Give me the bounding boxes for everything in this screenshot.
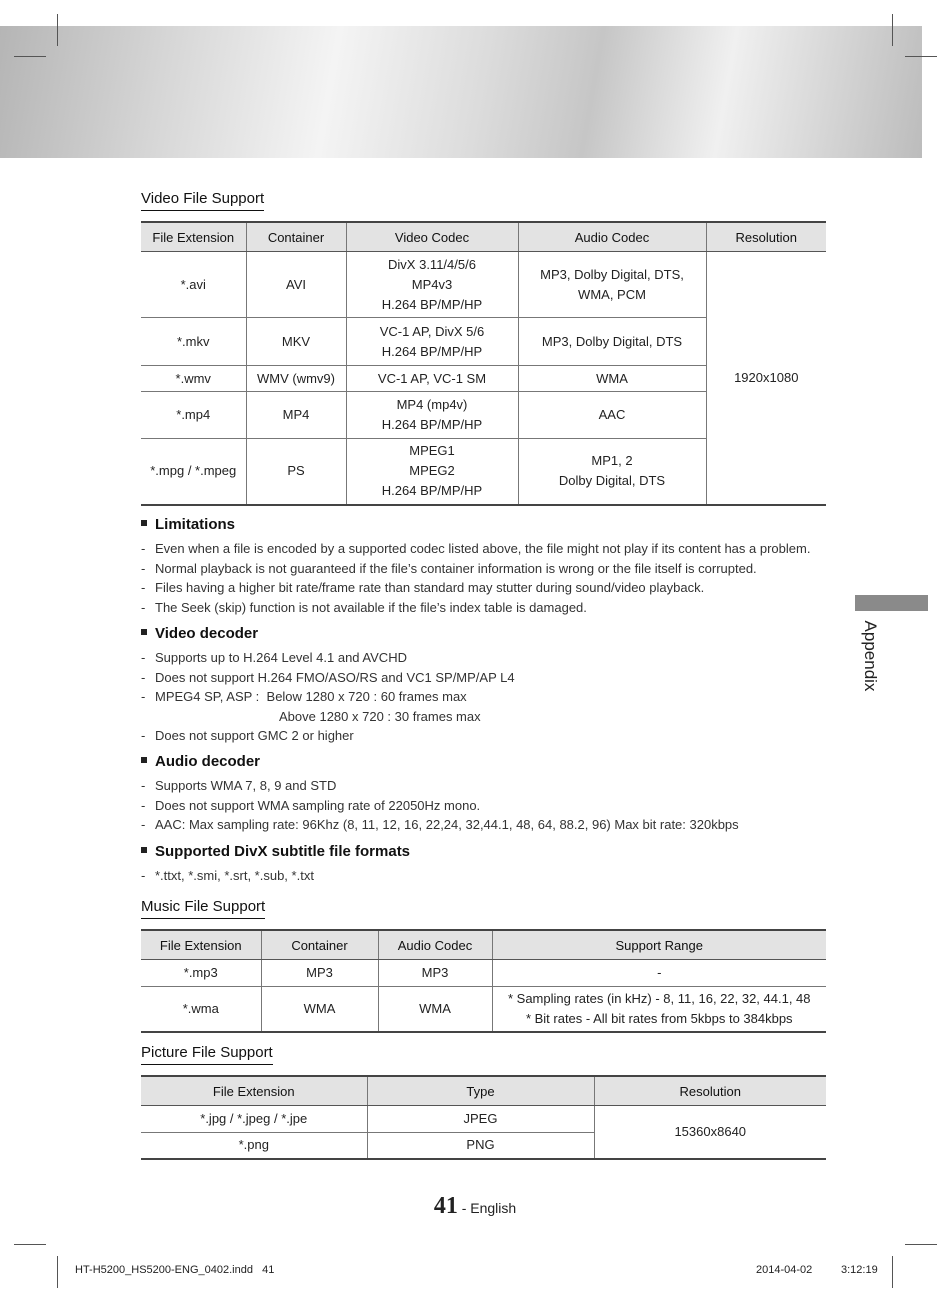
page-number — [0, 1193, 950, 1220]
list-item — [141, 687, 515, 707]
audio-codec-cell: AAC — [518, 392, 706, 439]
crop-mark — [892, 1256, 893, 1288]
list-item-text: Does not support GMC 2 or higher — [155, 728, 354, 744]
crop-mark — [57, 1256, 58, 1288]
video-codec-cell — [346, 392, 518, 439]
list-item-text: Does not support H.264 FMO/ASO/RS and VC1 SP/MP/AP L4 — [155, 669, 515, 685]
list-item — [141, 726, 515, 746]
list-item — [141, 668, 515, 688]
column-header: Container — [246, 222, 346, 252]
music-section-title: Music File Support — [141, 898, 265, 919]
list-item — [141, 598, 810, 618]
container-cell: PS — [246, 439, 346, 505]
cell-line: H.264 BP/MP/HP — [381, 483, 483, 499]
table-row — [141, 960, 826, 987]
list-item-text: Normal playback is not guaranteed if the file’s container information is wrong or the file itself is corrupted. — [155, 560, 757, 576]
list-item-text: Files having a higher bit rate/frame rate than standard may stutter during sound/video playback. — [155, 580, 705, 596]
column-header: Resolution — [594, 1076, 826, 1106]
subtitle-formats-heading — [141, 843, 410, 860]
dash-marker: - — [141, 669, 146, 685]
dash-marker: - — [141, 778, 146, 793]
file-extension-cell: *.wmv — [141, 366, 246, 392]
page-language: - English — [457, 1200, 517, 1216]
audio-codec-cell — [518, 439, 706, 505]
audio-codec-cell — [518, 252, 706, 318]
file-extension-cell: *.mp3 — [141, 960, 261, 987]
list-item — [141, 815, 739, 835]
cell-line: H.264 BP/MP/HP — [381, 343, 483, 359]
cell-line: MPEG2 — [409, 463, 455, 479]
appendix-tab-marker — [855, 595, 928, 611]
footer-time: 3:12:19 — [841, 1264, 878, 1276]
subtitle-formats-list — [141, 866, 314, 886]
column-header: Container — [261, 930, 378, 960]
limitations-heading — [141, 516, 235, 533]
list-item — [141, 578, 810, 598]
table-header-row — [141, 1076, 826, 1106]
list-item — [141, 648, 515, 668]
video-support-table — [141, 221, 826, 506]
table-row — [141, 1106, 826, 1133]
video-codec-cell: VC-1 AP, VC-1 SM — [346, 366, 518, 392]
column-header: File Extension — [141, 1076, 367, 1106]
cell-line: * Sampling rates (in kHz) - 8, 11, 16, 22, 32, 44.1, 48 — [507, 991, 811, 1006]
container-cell: MKV — [246, 318, 346, 366]
container-cell: MP3 — [261, 960, 378, 987]
file-extension-cell: *.mpg / *.mpeg — [141, 439, 246, 505]
dash-marker: - — [141, 868, 146, 883]
cell-line: MP1, 2 — [591, 453, 633, 469]
heading-text: Supported DivX subtitle file formats — [155, 843, 411, 860]
cell-line: MPEG1 — [409, 443, 455, 459]
list-item — [141, 776, 739, 796]
support-range-cell — [492, 987, 826, 1033]
cell-line: H.264 BP/MP/HP — [381, 296, 483, 312]
cell-line: WMA, PCM — [578, 286, 646, 302]
list-item-text: *.ttxt, *.smi, *.srt, *.sub, *.txt — [155, 868, 314, 883]
column-header: File Extension — [141, 930, 261, 960]
list-item-text: Even when a file is encoded by a supported codec listed above, the file might not play if its content has a problem. — [155, 541, 811, 556]
audio-codec-cell: MP3, Dolby Digital, DTS — [518, 318, 706, 366]
video-codec-cell — [346, 439, 518, 505]
list-item-text: Supports WMA 7, 8, 9 and STD — [155, 778, 337, 793]
dash-marker: - — [141, 580, 146, 596]
column-header: Video Codec — [346, 222, 518, 252]
table-header-row — [141, 930, 826, 960]
container-cell: WMA — [261, 987, 378, 1033]
container-cell: AVI — [246, 252, 346, 318]
cell-line: H.264 BP/MP/HP — [381, 417, 483, 432]
dash-marker: - — [141, 650, 146, 665]
cell-line: MP4v3 — [411, 276, 453, 292]
table-row — [141, 252, 826, 318]
type-cell: JPEG — [367, 1106, 594, 1133]
resolution-cell: 15360x8640 — [594, 1106, 826, 1159]
crop-mark — [905, 1244, 937, 1245]
file-extension-cell: *.wma — [141, 987, 261, 1033]
dash-marker: - — [141, 560, 146, 576]
table-row — [141, 987, 826, 1033]
video-decoder-list — [141, 648, 515, 746]
file-extension-cell: *.jpg / *.jpeg / *.jpe — [141, 1106, 367, 1133]
list-item-text: AAC: Max sampling rate: 96Khz (8, 11, 12, 16, 22,24, 32,44.1, 48, 64, 88.2, 96) Max bit rate: 320kbps — [155, 817, 739, 833]
column-header: Audio Codec — [518, 222, 706, 252]
list-item — [141, 539, 810, 559]
dash-marker: - — [141, 817, 146, 833]
video-section-title: Video File Support — [141, 190, 264, 211]
list-item-text: Above 1280 x 720 : 30 frames max — [279, 708, 481, 724]
dash-marker: - — [141, 797, 146, 813]
dash-marker: - — [141, 541, 146, 556]
audio-decoder-list — [141, 776, 739, 835]
heading-text: Limitations — [155, 516, 236, 533]
cell-line: Dolby Digital, DTS — [558, 473, 666, 489]
appendix-side-label: Appendix — [861, 620, 880, 692]
crop-mark — [905, 56, 937, 57]
file-extension-cell: *.mp4 — [141, 392, 246, 439]
limitations-list — [141, 539, 810, 617]
column-header: File Extension — [141, 222, 246, 252]
list-item-continuation — [141, 707, 515, 727]
picture-section-title: Picture File Support — [141, 1044, 273, 1065]
heading-text: Video decoder — [155, 625, 259, 642]
cell-line: MP3, Dolby Digital, DTS, — [540, 266, 684, 282]
column-header: Resolution — [706, 222, 826, 252]
file-extension-cell: *.png — [141, 1133, 367, 1159]
column-header: Audio Codec — [378, 930, 492, 960]
list-item-text: MPEG4 SP, ASP : Below 1280 x 720 : 60 frames max — [155, 689, 467, 705]
video-decoder-heading — [141, 625, 258, 642]
dash-marker: - — [141, 728, 146, 744]
music-support-table — [141, 929, 826, 1033]
page-number-value: 41 — [433, 1193, 458, 1219]
table-header-row — [141, 222, 826, 252]
column-header: Support Range — [492, 930, 826, 960]
audio-codec-cell: WMA — [378, 987, 492, 1033]
list-item — [141, 796, 739, 816]
crop-mark — [892, 14, 893, 46]
video-codec-cell — [346, 318, 518, 366]
list-item-text: Supports up to H.264 Level 4.1 and AVCHD — [155, 650, 407, 665]
crop-mark — [14, 1244, 46, 1245]
file-extension-cell: *.mkv — [141, 318, 246, 366]
cell-line: MP4 (mp4v) — [396, 397, 468, 412]
bullet-square-icon — [141, 629, 147, 635]
container-cell: MP4 — [246, 392, 346, 439]
audio-decoder-heading — [141, 753, 260, 770]
resolution-cell: 1920x1080 — [706, 252, 826, 505]
list-item — [141, 866, 314, 886]
crop-mark — [14, 56, 46, 57]
support-range-cell: - — [492, 960, 826, 987]
video-codec-cell — [346, 252, 518, 318]
crop-mark — [57, 14, 58, 46]
list-item-text: Does not support WMA sampling rate of 22050Hz mono. — [155, 797, 481, 813]
heading-text: Audio decoder — [155, 753, 261, 770]
header-banner — [0, 26, 922, 158]
bullet-square-icon — [141, 847, 147, 853]
bullet-square-icon — [141, 520, 147, 526]
footer-date: 2014-04-02 — [756, 1264, 813, 1276]
dash-marker: - — [141, 689, 146, 705]
type-cell: PNG — [367, 1133, 594, 1159]
dash-marker: - — [141, 599, 146, 615]
bullet-square-icon — [141, 757, 147, 763]
column-header: Type — [367, 1076, 594, 1106]
footer-filename: HT-H5200_HS5200-ENG_0402.indd 41 — [75, 1264, 275, 1276]
container-cell: WMV (wmv9) — [246, 366, 346, 392]
picture-support-table — [141, 1075, 826, 1160]
cell-line: * Bit rates - All bit rates from 5kbps to 384kbps — [525, 1011, 793, 1026]
list-item — [141, 559, 810, 579]
list-item-text: The Seek (skip) function is not available if the file’s index table is damaged. — [155, 599, 587, 615]
cell-line: VC-1 AP, DivX 5/6 — [379, 323, 485, 339]
audio-codec-cell: WMA — [518, 366, 706, 392]
file-extension-cell: *.avi — [141, 252, 246, 318]
cell-line: DivX 3.11/4/5/6 — [388, 256, 476, 272]
audio-codec-cell: MP3 — [378, 960, 492, 987]
